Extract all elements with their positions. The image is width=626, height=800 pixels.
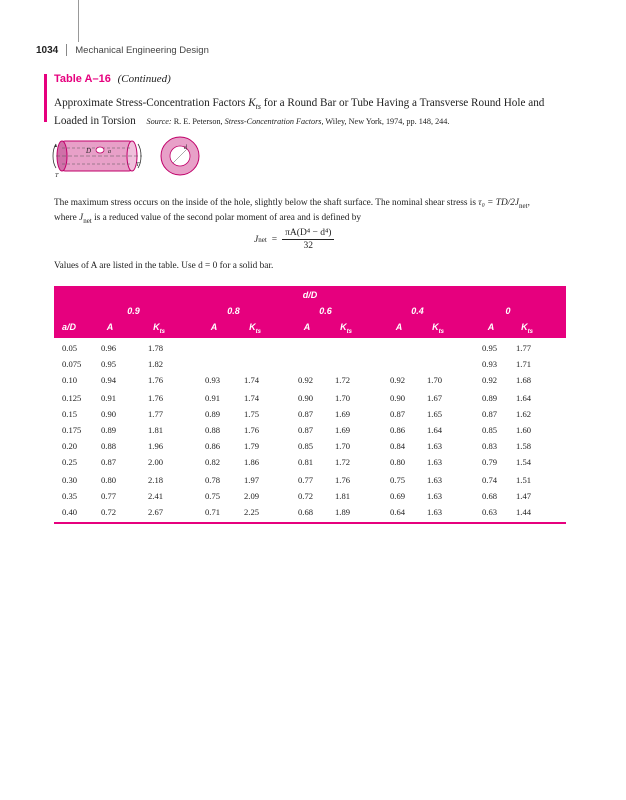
header-Kts-2: $K_{ts}$: [340, 322, 352, 335]
cell-A: 0.68: [298, 507, 314, 517]
header-ratio-2: 0.6: [319, 306, 332, 316]
cell-A: 0.83: [482, 441, 498, 451]
cell-Kts: 1.96: [148, 441, 164, 451]
cell-A: 0.89: [482, 393, 498, 403]
cell-Kts: 1.76: [148, 375, 164, 385]
cell-aD: 0.30: [62, 475, 78, 485]
cell-Kts: 2.00: [148, 457, 164, 467]
cell-A: 0.95: [101, 359, 117, 369]
cell-A: 0.87: [101, 457, 117, 467]
cell-Kts: 2.67: [148, 507, 164, 517]
cell-A: 0.84: [390, 441, 406, 451]
cell-aD: 0.05: [62, 343, 78, 353]
cell-Kts: 1.75: [244, 409, 260, 419]
cell-A: 0.72: [101, 507, 117, 517]
header-Kts-0: $K_{ts}$: [153, 322, 165, 335]
cell-Kts: 1.97: [244, 475, 260, 485]
cell-A: 0.88: [205, 425, 221, 435]
header-A-0: A: [106, 322, 114, 332]
cell-Kts: 2.18: [148, 475, 164, 485]
cell-A: 0.91: [101, 393, 117, 403]
cell-A: 0.87: [298, 425, 314, 435]
figure-label-T-right: T: [136, 162, 140, 168]
cell-A: 0.96: [101, 343, 117, 353]
cell-A: 0.74: [482, 475, 498, 485]
header-A-3: A: [395, 322, 403, 332]
caption-text: Approximate Stress-Concentration Factors: [54, 97, 246, 109]
table-bottom-rule: [54, 522, 566, 524]
cell-A: 0.86: [205, 441, 221, 451]
cell-A: 0.87: [482, 409, 498, 419]
cell-Kts: 1.58: [516, 441, 532, 451]
cell-A: 0.80: [390, 457, 406, 467]
cell-Kts: 1.44: [516, 507, 532, 517]
formula-numerator: πA(D⁴ − d⁴): [282, 228, 334, 240]
cell-A: 0.88: [101, 441, 117, 451]
caption-source: Source: R. E. Peterson, Stress-Concentration Factors, Wiley, New York, 1974, pp. 148, 244.: [146, 117, 450, 127]
cell-aD: 0.35: [62, 491, 78, 501]
table-row: [54, 454, 566, 472]
stress-description: The maximum stress occurs on the inside of the hole, slightly below the shaft surface. The nominal shear stress is $\tau_0 = TD/2J_{net}$, where $J_{net}$ is a reduced value of the second polar moment of area and is defined by: [54, 198, 530, 225]
cell-Kts: 1.54: [516, 457, 532, 467]
page-header: [36, 44, 209, 56]
cell-Kts: 1.79: [244, 441, 260, 451]
table-row: [54, 504, 566, 520]
header-aD: a/D: [62, 322, 77, 332]
cell-aD: 0.125: [62, 393, 82, 403]
cell-Kts: 1.63: [427, 441, 443, 451]
cell-A: 0.92: [390, 375, 406, 385]
header-Kts-4: $K_{ts}$: [521, 322, 533, 335]
table-row: [54, 406, 566, 422]
header-ratio-1: 0.8: [227, 306, 240, 316]
cell-A: 0.85: [482, 425, 498, 435]
table-header: [54, 286, 566, 338]
figure-label-d: d: [184, 145, 187, 151]
jnet-formula: J net = $\frac{\text{πA(D⁴ − d⁴)}}{32}$: [254, 228, 334, 251]
cell-Kts: 1.62: [516, 409, 532, 419]
cell-A: 0.95: [482, 343, 498, 353]
cell-Kts: 1.68: [516, 375, 532, 385]
cell-A: 0.68: [482, 491, 498, 501]
cell-Kts: 1.69: [335, 409, 351, 419]
cell-Kts: 1.81: [335, 491, 351, 501]
header-A-2: A: [303, 322, 311, 332]
cell-A: 0.87: [298, 409, 314, 419]
table-row: [54, 356, 566, 372]
table-body: [54, 338, 566, 520]
stress-factor-table: [54, 286, 566, 524]
header-ratio-4: 0: [505, 306, 511, 316]
cell-A: 0.93: [205, 375, 221, 385]
cell-Kts: 1.70: [335, 441, 351, 451]
cell-A: 0.90: [101, 409, 117, 419]
table-note: Values of A are listed in the table. Use d = 0 for a solid bar.: [54, 261, 274, 271]
cell-A: 0.80: [101, 475, 117, 485]
cell-Kts: 1.77: [148, 409, 164, 419]
cell-aD: 0.10: [62, 375, 78, 385]
cell-Kts: 1.63: [427, 491, 443, 501]
table-row: [54, 438, 566, 454]
table-label: [54, 73, 171, 85]
cell-Kts: 1.67: [427, 393, 443, 403]
cell-A: 0.86: [390, 425, 406, 435]
cell-A: 0.75: [390, 475, 406, 485]
cell-A: 0.89: [205, 409, 221, 419]
table-row: [54, 472, 566, 488]
cell-A: 0.87: [390, 409, 406, 419]
cell-A: 0.93: [482, 359, 498, 369]
cell-aD: 0.075: [62, 359, 82, 369]
cell-A: 0.92: [298, 375, 314, 385]
cell-Kts: 1.64: [516, 393, 532, 403]
table-row: [54, 488, 566, 504]
header-Kts-3: $K_{ts}$: [432, 322, 444, 335]
cell-aD: 0.40: [62, 507, 78, 517]
dD-group-header: d/D: [302, 290, 318, 300]
table-accent-bar: [44, 74, 47, 122]
cell-Kts: 1.63: [427, 507, 443, 517]
cell-Kts: 1.77: [516, 343, 532, 353]
cell-Kts: 1.63: [427, 457, 443, 467]
caption-text-end: for a Round Bar or Tube Having a Transverse Round Hole and: [263, 97, 545, 109]
cell-A: 0.81: [298, 457, 314, 467]
cell-Kts: 2.25: [244, 507, 260, 517]
cell-Kts: 1.65: [427, 409, 443, 419]
table-row: [54, 390, 566, 406]
cell-Kts: 1.60: [516, 425, 532, 435]
cell-A: 0.71: [205, 507, 221, 517]
table-row: [54, 422, 566, 438]
header-ratio-0: 0.9: [127, 306, 140, 316]
shaft-hole-figure: [52, 132, 212, 180]
cell-A: 0.94: [101, 375, 117, 385]
cell-Kts: 1.78: [148, 343, 164, 353]
table-row: [54, 340, 566, 356]
cell-A: 0.90: [390, 393, 406, 403]
cell-aD: 0.20: [62, 441, 78, 451]
cell-aD: 0.25: [62, 457, 78, 467]
cell-Kts: 1.51: [516, 475, 532, 485]
cell-Kts: 1.69: [335, 425, 351, 435]
book-title: Mechanical Engineering Design: [75, 44, 209, 56]
cell-Kts: 2.09: [244, 491, 260, 501]
cell-Kts: 1.70: [335, 393, 351, 403]
table-caption: [54, 96, 574, 129]
cell-A: 0.77: [101, 491, 117, 501]
cell-A: 0.78: [205, 475, 221, 485]
cell-aD: 0.15: [62, 409, 78, 419]
cell-Kts: 1.63: [427, 475, 443, 485]
cell-Kts: 1.72: [335, 457, 351, 467]
caption-line2: Loaded in Torsion: [54, 115, 136, 128]
formula-denominator: 32: [303, 241, 314, 251]
header-divider: [66, 44, 67, 56]
cell-Kts: 1.86: [244, 457, 260, 467]
cell-Kts: 1.74: [244, 393, 260, 403]
cell-aD: 0.175: [62, 425, 82, 435]
cell-Kts: 1.82: [148, 359, 164, 369]
header-Kts-1: $K_{ts}$: [249, 322, 261, 335]
table-row: [54, 372, 566, 390]
cell-A: 0.69: [390, 491, 406, 501]
cell-Kts: 1.89: [335, 507, 351, 517]
cell-Kts: 1.71: [516, 359, 532, 369]
header-ratio-3: 0.4: [411, 306, 424, 316]
cell-A: 0.72: [298, 491, 314, 501]
page-number: 1034: [36, 44, 59, 56]
cell-Kts: 1.72: [335, 375, 351, 385]
cell-Kts: 1.76: [244, 425, 260, 435]
cell-Kts: 1.64: [427, 425, 443, 435]
cell-A: 0.90: [298, 393, 314, 403]
cell-A: 0.64: [390, 507, 406, 517]
cell-A: 0.85: [298, 441, 314, 451]
cell-A: 0.79: [482, 457, 498, 467]
cell-A: 0.77: [298, 475, 314, 485]
cell-Kts: 1.81: [148, 425, 164, 435]
cell-Kts: 1.76: [148, 393, 164, 403]
cell-A: 0.75: [205, 491, 221, 501]
cell-Kts: 1.70: [427, 375, 443, 385]
margin-rule: [78, 0, 79, 42]
header-A-4: A: [487, 322, 495, 332]
cell-Kts: 2.41: [148, 491, 164, 501]
figure-label-D: D: [86, 147, 92, 155]
cell-Kts: 1.74: [244, 375, 260, 385]
figure-label-T-left: T: [55, 173, 59, 179]
cell-A: 0.89: [101, 425, 117, 435]
cell-A: 0.92: [482, 375, 498, 385]
kts-symbol: $K_{ts}$: [248, 97, 261, 112]
cell-Kts: 1.47: [516, 491, 532, 501]
table-number: Table A–16: [54, 73, 111, 85]
cell-A: 0.82: [205, 457, 221, 467]
header-A-1: A: [210, 322, 218, 332]
figure-label-a: a: [108, 149, 111, 155]
continued-label: (Continued): [117, 73, 171, 85]
cell-A: 0.63: [482, 507, 498, 517]
cell-Kts: 1.76: [335, 475, 351, 485]
cell-A: 0.91: [205, 393, 221, 403]
